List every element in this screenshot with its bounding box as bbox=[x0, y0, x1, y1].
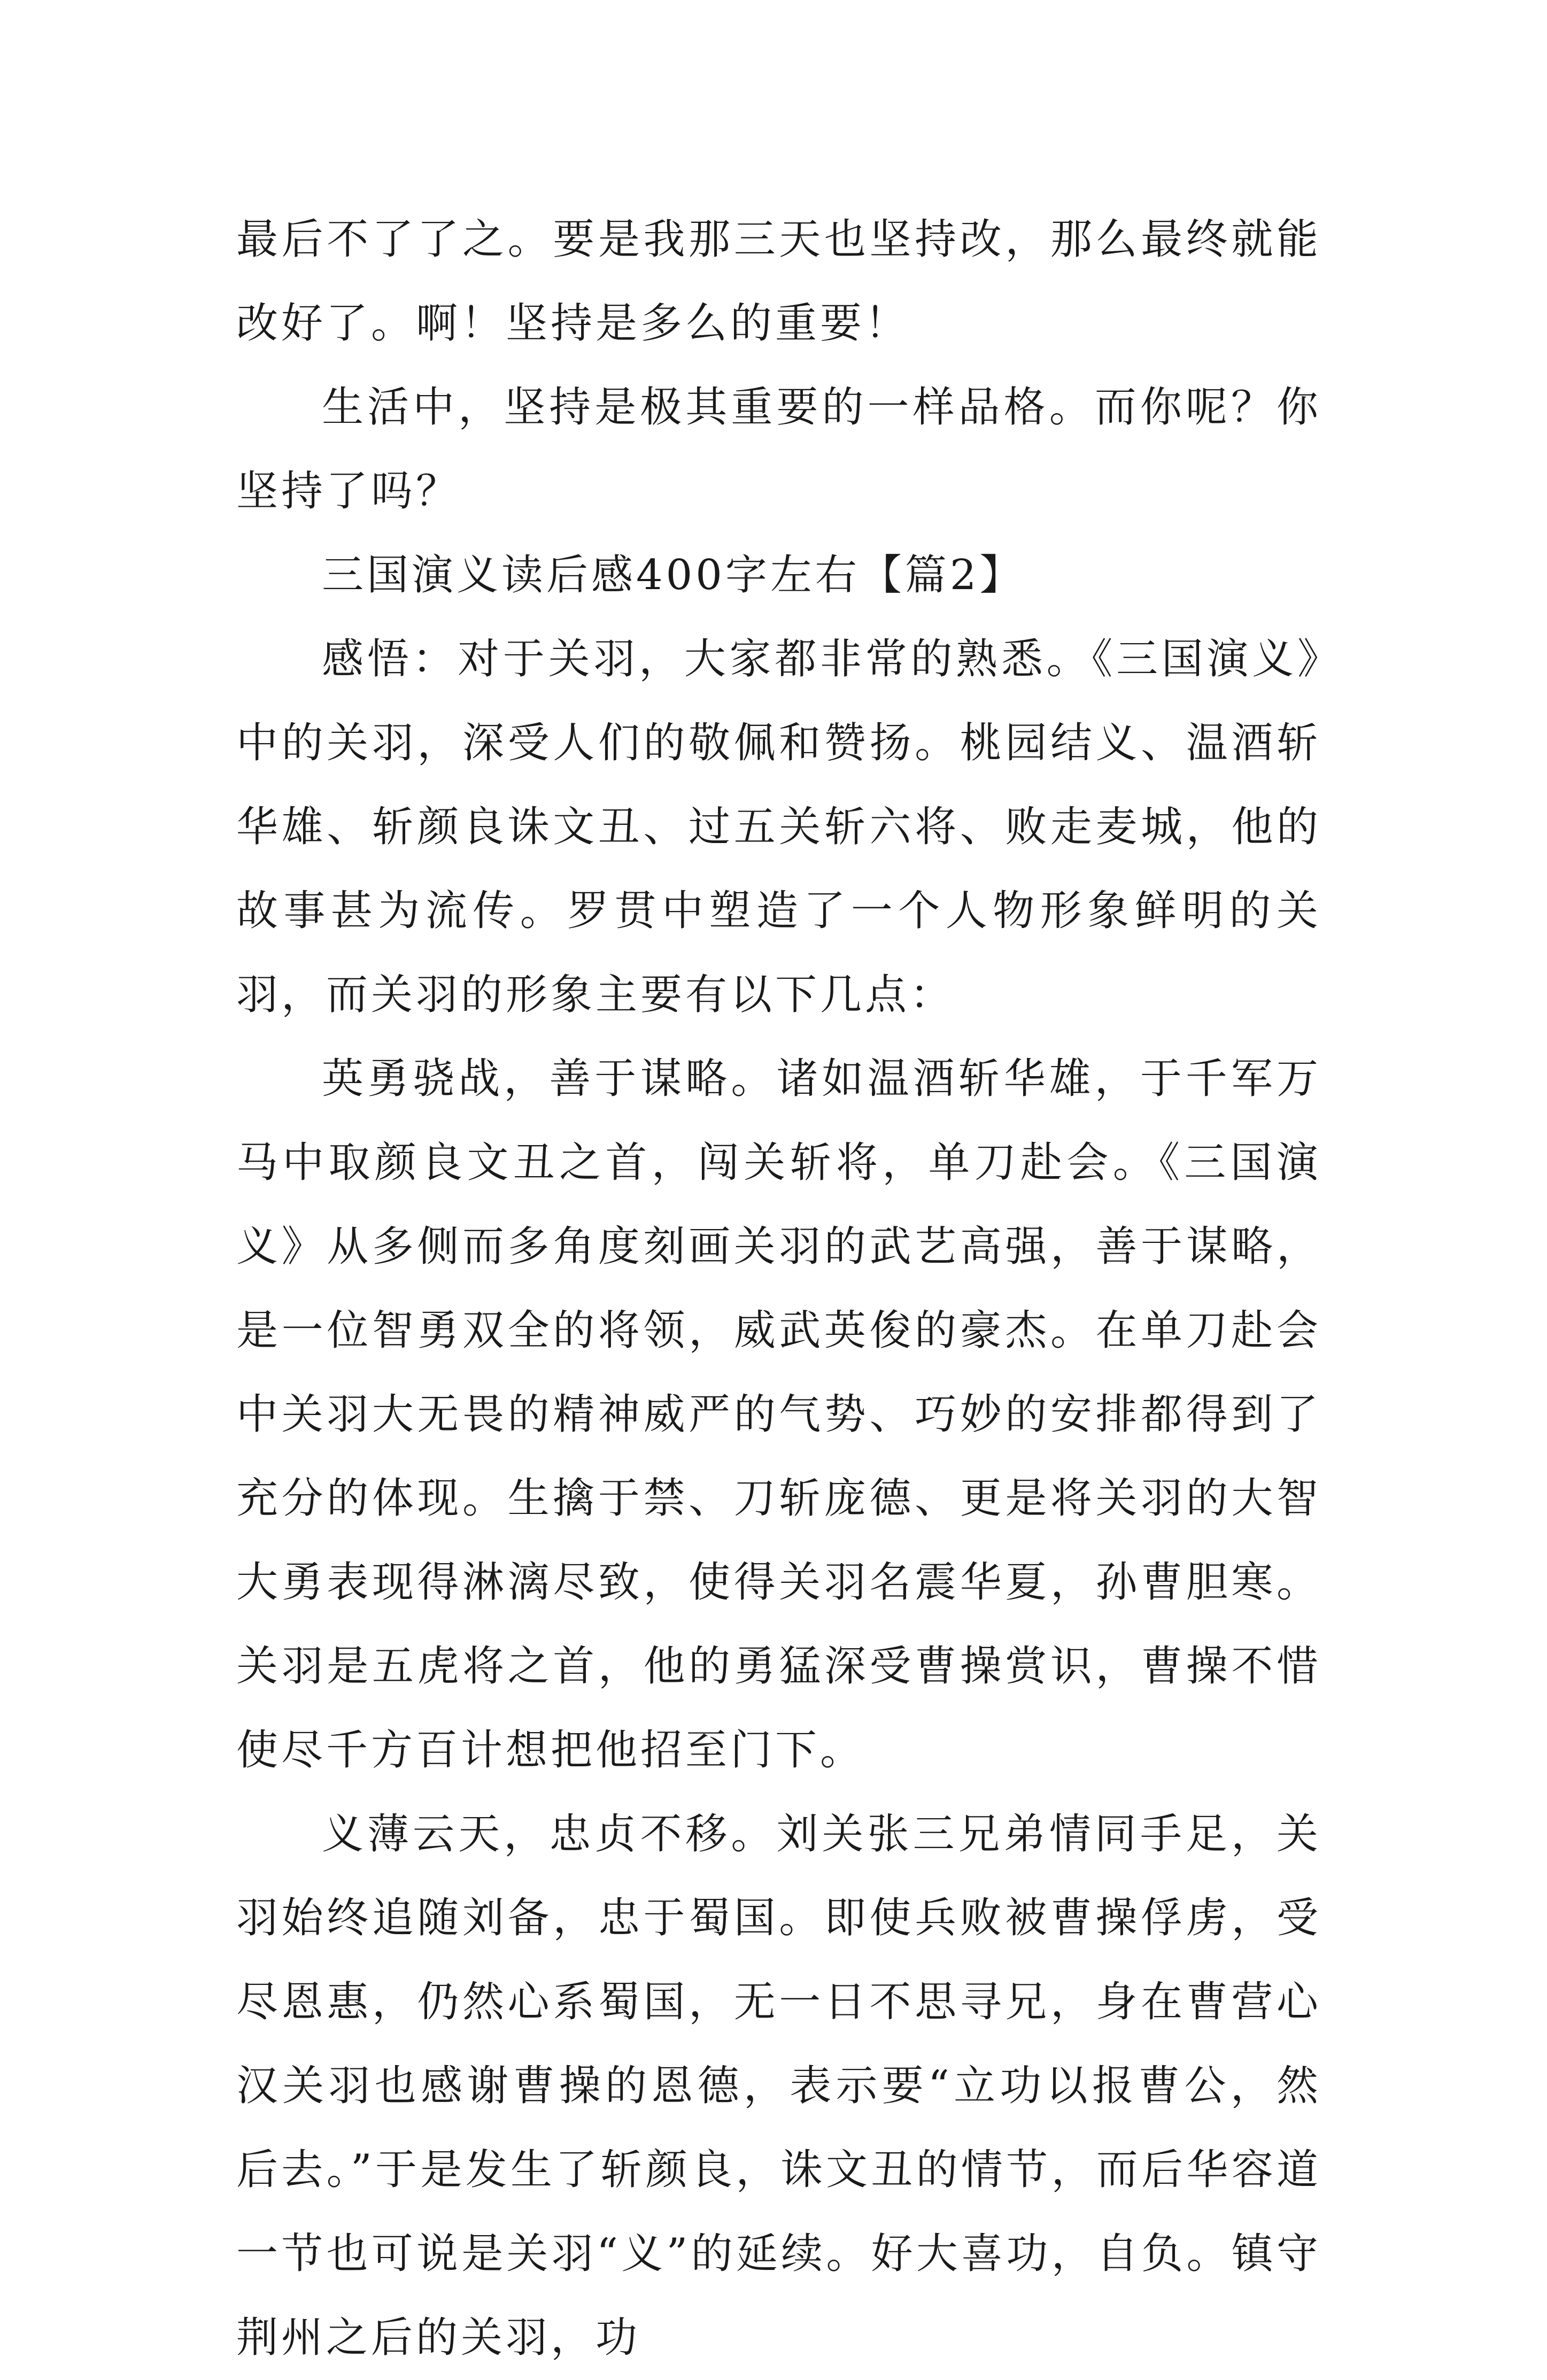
section-heading: 三国演义读后感400字左右【篇2】 bbox=[322, 551, 1025, 599]
paragraph-conclusion: 生活中，坚持是极其重要的一样品格。而你呢？你坚持了吗？ bbox=[236, 383, 1321, 515]
document-body bbox=[236, 198, 1321, 2380]
paragraph-loyal: 义薄云天，忠贞不移。刘关张三兄弟情同手足，关羽始终追随刘备，忠于蜀国。即使兵败被曹操俘虏，受尽恩惠，仍然心系蜀国，无一日不思寻兄，身在曹营心汉关羽也感谢曹操的恩德，表示要“立功以报曹公，然后去。”于是发生了斩颜良，诛文丑的情节，而后华容道一节也可说是关羽“义”的延续。好大喜功，自负。镇守荆州之后的关羽，功 bbox=[236, 1810, 1321, 2362]
paragraph-intro: 感悟：对于关羽，大家都非常的熟悉。《三国演义》中的关羽，深受人们的敬佩和赞扬。桃园结义、温酒斩华雄、斩颜良诛文丑、过五关斩六将、败走麦城，他的故事甚为流传。罗贯中塑造了一个人物形象鲜明的关羽，而关羽的形象主要有以下几点： bbox=[236, 635, 1321, 1019]
paragraph-brave: 英勇骁战，善于谋略。诸如温酒斩华雄，于千军万马中取颜良文丑之首，闯关斩将，单刀赴会。《三国演义》从多侧而多角度刻画关羽的武艺高强，善于谋略，是一位智勇双全的将领，威武英俊的豪杰。在单刀赴会中关羽大无畏的精神威严的气势、巧妙的安排都得到了充分的体现。生擒于禁、刀斩庞德、更是将关羽的大智大勇表现得淋漓尽致，使得关羽名震华夏，孙曹胆寒。关羽是五虎将之首，他的勇猛深受曹操赏识，曹操不惜使尽千方百计想把他招至门下。 bbox=[236, 1055, 1321, 1774]
paragraph-continuation: 最后不了了之。要是我那三天也坚持改，那么最终就能改好了。啊！坚持是多么的重要！ bbox=[236, 215, 1321, 347]
